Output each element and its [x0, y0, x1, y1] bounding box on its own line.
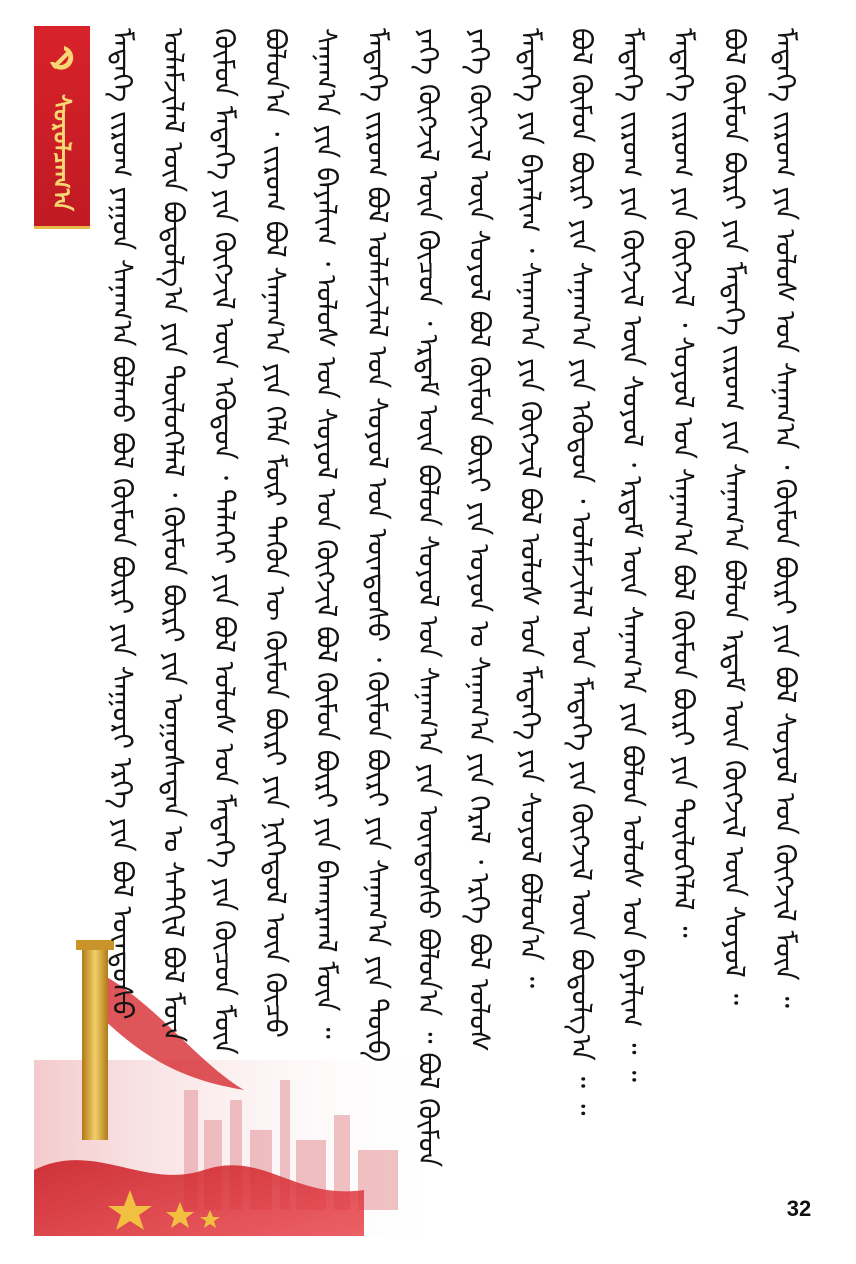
text-line: ᠬᠦᠮᠦᠨ ᠮᠡᠳᠡᠭᠡ ᠶᠢᠨ ᠬᠥᠭᠵᠢᠯ ᠦᠨ ᠡᠭᠦᠳᠦᠨ ᠂ ᠳᠡᠯᠡᠬᠡᠢ ᠶᠢᠨ ᠪᠣᠯ ᠤᠯᠤᠰ ᠤᠨ ᠮᠡᠳᠡᠭᠡ ᠶᠢᠨ ᠬᠦᠴᠦᠨ ᠮᠥᠨ	[208, 28, 241, 1055]
header-badge	[34, 26, 90, 229]
text-line: ᠮᠡᠳᠡᠭᠡ ᠵᠢᠷᠤᠭ᠋ ᠶᠢᠨ ᠤᠯᠤᠰ ᠤᠨ ᠰᠠᠨᠠᠭ᠎ᠠ ᠂ ᠬᠥᠮᠦᠨ ᠪᠦᠷᠢ ᠶᠢᠨ ᠪᠣᠯ ᠰᠣᠶᠣᠯ ᠤᠨ ᠬᠥᠭᠵᠢᠯ ᠮᠥᠨ ᠃	[769, 28, 802, 1008]
text-line: ᠪᠣᠯ ᠬᠥᠮᠦᠨ ᠪᠦᠷᠢ ᠶᠢᠨ ᠮᠡᠳᠡᠭᠡ ᠵᠢᠷᠤᠭ᠋ ᠶᠢᠨ ᠰᠠᠨᠠᠭ᠎ᠠ ᠪᠣᠯᠤᠨ ᠡᠷᠳᠡᠮ ᠦᠨ ᠬᠥᠭᠵᠢᠯ ᠦᠨ ᠰᠣᠶᠣᠯ ᠃	[718, 28, 751, 1006]
text-line: ᠪᠣᠯ ᠬᠥᠮᠦᠨ ᠪᠦᠷᠢ ᠶᠢᠨ ᠰᠠᠨᠠᠭ᠎ᠠ ᠶᠢᠨ ᠡᠭᠦᠳᠦᠨ ᠂ ᠤᠯᠠᠮᠵᠢᠯᠠᠯ ᠤᠨ ᠮᠡᠳᠡᠭᠡ ᠶᠢᠨ ᠬᠥᠭᠵᠢᠯ ᠦᠨ ᠪᠣᠳᠤᠯᠭ᠎ᠠ ᠃ ᠃	[565, 28, 598, 1116]
text-line: ᠮᠡᠳᠡᠭᠡ ᠵᠢᠷᠤᠭ᠋ ᠪᠣᠯ ᠤᠯᠠᠮᠵᠢᠯᠠᠯ ᠤᠨ ᠰᠣᠶᠣᠯ ᠤᠨ ᠦᠨᠳᠦᠰᠦ ᠂ ᠬᠥᠮᠦᠨ ᠪᠦᠷᠢ ᠶᠢᠨ ᠰᠠᠨᠠᠭ᠎ᠠ ᠶᠢᠨ ᠲᠥᠪ	[361, 28, 394, 1063]
section-title: ᠰᠤᠷᠤᠯᠴᠠᠭ᠎ᠠ	[48, 94, 77, 212]
text-line: ᠶᠡᠬᠡ ᠬᠥᠭᠵᠢᠯ ᠦᠨ ᠰᠣᠶᠣᠯ ᠪᠣᠯ ᠬᠥᠮᠦᠨ ᠪᠦᠷᠢ ᠶᠢᠨ ᠣᠶᠤᠨ ᠤ ᠰᠠᠨᠠᠭ᠎ᠠ ᠶᠢᠨ ᠭᠡᠷᠡᠯ ᠂ ᠡᠷᠬᠡ ᠪᠣᠯ ᠤᠯᠤᠰ	[463, 28, 496, 1052]
text-line: ᠪᠣᠯᠤᠨ᠎ᠠ ᠂ ᠵᠢᠷᠤᠭ᠋ ᠪᠣᠯ ᠰᠠᠨᠠᠭ᠎ᠠ ᠶᠢᠨ ᠬᠡᠯᠡ ᠮᠥᠷ ᠲᠡᠭᠦᠨ ᠦ ᠬᠥᠮᠦᠨ ᠪᠦᠷᠢ ᠶᠢᠨ ᠨᠢᠭᠡᠳᠦᠯ ᠦᠨ ᠬᠦᠴᠦ	[259, 28, 292, 1038]
text-line: ᠰᠠᠨᠠᠭ᠎ᠠ ᠶᠢᠨ ᠪᠠᠶᠠᠯᠢᠭ ᠂ ᠤᠯᠤᠰ ᠤᠨ ᠰᠣᠶᠣᠯ ᠤᠨ ᠬᠥᠭᠵᠢᠯ ᠪᠣᠯ ᠬᠥᠮᠦᠨ ᠪᠦᠷᠢ ᠶᠢᠨ ᠪᠠᠬᠠᠷᠬᠠᠯ ᠮᠥᠨ ᠃	[310, 28, 343, 1039]
page-number: 32	[786, 1196, 812, 1221]
text-line: ᠮᠡᠳᠡᠭᠡ ᠵᠢᠷᠤᠭ᠋ ᠶᠠᠭᠤᠨ ᠰᠠᠨᠠᠭ᠎ᠠ ᠪᠣᠯᠬᠤ ᠪᠣᠯ ᠬᠥᠮᠦᠨ ᠪᠦᠷᠢ ᠶᠢᠨ ᠰᠠᠭᠤᠷᠢ ᠡᠷᠬᠡ ᠶᠢᠨ ᠪᠣᠯ ᠦᠨᠳᠦᠰᠦ	[106, 28, 139, 1020]
text-line: ᠮᠡᠳᠡᠭᠡ ᠵᠢᠷᠤᠭ᠋ ᠶᠢᠨ ᠬᠥᠭᠵᠢᠯ ᠂ ᠰᠣᠶᠣᠯ ᠤᠨ ᠰᠠᠨᠠᠭ᠎ᠠ ᠪᠣᠯ ᠬᠥᠮᠦᠨ ᠪᠦᠷᠢ ᠶᠢᠨ ᠲᠥᠯᠥᠭᠡᠯᠡᠯ ᠃	[667, 28, 700, 938]
text-line: ᠶᠡᠬᠡ ᠬᠥᠭᠵᠢᠯ ᠦᠨ ᠬᠦᠴᠦᠨ ᠂ ᠡᠷᠳᠡᠮ ᠦᠨ ᠪᠣᠯᠤᠨ ᠰᠣᠶᠣᠯ ᠤᠨ ᠰᠠᠨᠠᠭ᠎ᠠ ᠶᠢᠨ ᠦᠨᠳᠦᠰᠦ ᠪᠣᠯᠤᠨ᠎ᠠ ᠃ ᠪᠣᠯ ᠬᠦᠮᠦᠨ	[412, 28, 445, 1168]
text-line: ᠮᠡᠳᠡᠭᠡ ᠶᠢᠨ ᠪᠠᠶᠠᠯᠢᠭ ᠂ ᠰᠠᠨᠠᠭ᠎ᠠ ᠶᠢᠨ ᠬᠥᠭᠵᠢᠯ ᠪᠣᠯ ᠤᠯᠤᠰ ᠤᠨ ᠮᠡᠳᠡᠭᠡ ᠶᠢᠨ ᠰᠣᠶᠣᠯ ᠪᠣᠯᠤᠨ᠎ᠠ ᠃	[514, 28, 547, 989]
party-emblem-icon	[42, 38, 82, 78]
text-line: ᠤᠯᠠᠮᠵᠢᠯᠠᠯ ᠦᠨ ᠪᠣᠳᠤᠯᠭ᠎ᠠ ᠶᠢᠨ ᠲᠥᠯᠥᠭᠡᠯᠡᠯ ᠂ ᠬᠥᠮᠦᠨ ᠪᠦᠷᠢ ᠶᠢᠨ ᠤᠭᠤᠰᠠᠲᠠᠨ ᠤ ᠰᠡᠲᠭᠢᠯ ᠪᠣᠯ ᠮᠥᠨ	[157, 28, 190, 1043]
text-line: ᠮᠡᠳᠡᠭᠡ ᠵᠢᠷᠤᠭ᠋ ᠶᠢᠨ ᠬᠥᠭᠵᠢᠯ ᠦᠨ ᠰᠣᠶᠣᠯ ᠂ ᠡᠷᠳᠡᠮ ᠦᠨ ᠰᠠᠨᠠᠭ᠎ᠠ ᠶᠢᠨ ᠪᠣᠯᠤᠨ ᠤᠯᠤᠰ ᠤᠨ ᠪᠠᠶᠠᠯᠢᠭ ᠃ ᠃	[616, 28, 649, 1082]
body-text	[98, 28, 818, 1208]
